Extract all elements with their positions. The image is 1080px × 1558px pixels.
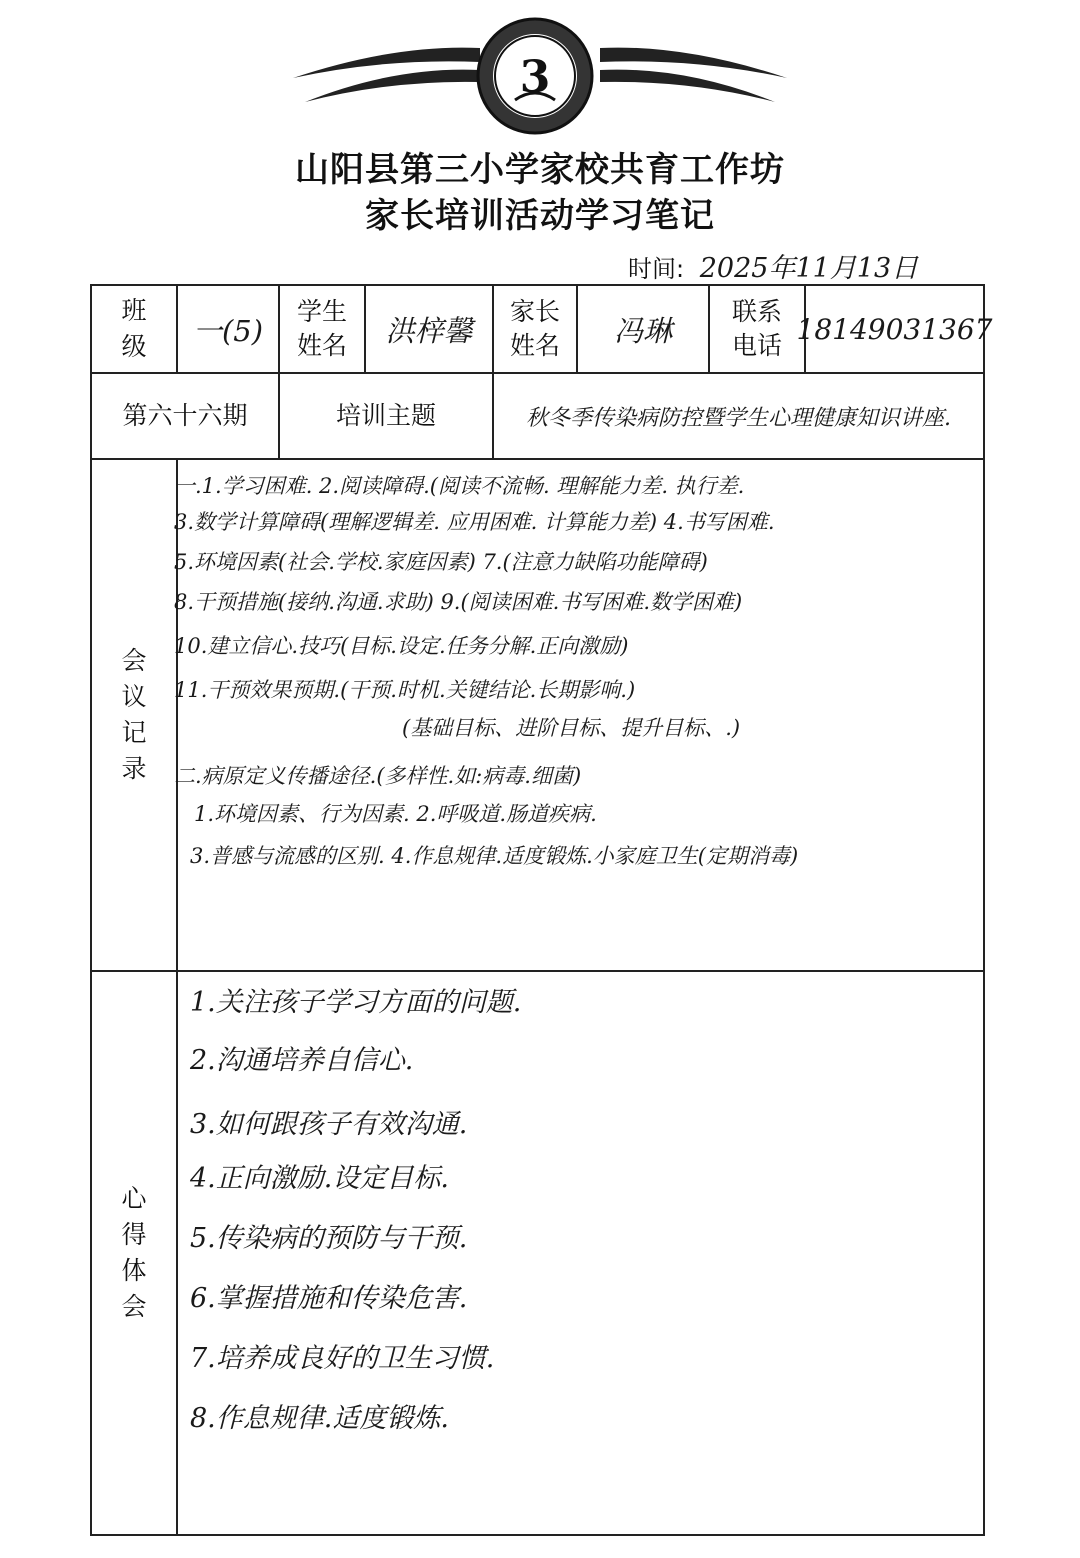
class-value-cell	[178, 286, 278, 372]
class-label: 班级	[121, 296, 147, 361]
student-label: 学生姓名	[296, 297, 347, 360]
row-divider-3	[92, 970, 983, 972]
row-divider-2	[92, 458, 983, 460]
record-line: 1.环境因素、行为因素. 2.呼吸道.肠道疾病.	[194, 802, 597, 826]
class-value: 一(5)	[192, 313, 264, 348]
record-line: (基础目标、进阶目标、提升目标、.)	[402, 716, 741, 740]
school-seal-logo	[475, 16, 595, 136]
parent-label-cell	[494, 286, 576, 372]
parent-label: 家长姓名	[509, 297, 560, 360]
phone-value: 18149031367	[796, 312, 993, 346]
insight-line: 7.培养成良好的卫生习惯.	[190, 1343, 495, 1374]
phone-label: 联系电话	[731, 297, 782, 360]
record-line: 二.病原定义传播途径.(多样性.如:病毒.细菌)	[174, 764, 582, 788]
parent-value-cell	[578, 286, 708, 372]
record-line: 10.建立信心.技巧(目标.设定.任务分解.正向激励)	[174, 634, 629, 658]
parent-name-value: 冯琳	[613, 313, 672, 348]
topic-value: 秋冬季传染病防控暨学生心理健康知识讲座.	[526, 405, 951, 431]
student-value-cell	[366, 286, 492, 372]
topic-label-cell	[280, 374, 492, 458]
page-title-line1: 山阳县第三小学家校共育工作坊	[295, 150, 785, 190]
insights-label-cell	[92, 972, 176, 1534]
decorative-swoosh-left	[285, 40, 485, 110]
notes-form-table	[90, 284, 993, 1536]
date-row	[628, 246, 918, 285]
col-divider	[176, 458, 178, 1534]
session-number: 第六十六期	[122, 401, 248, 430]
student-name-value: 洪梓馨	[385, 313, 473, 348]
insight-line: 6.掌握措施和传染危害.	[190, 1283, 468, 1314]
record-label: 会议记录	[121, 646, 147, 783]
class-label-cell	[92, 286, 176, 372]
insight-line: 1.关注孩子学习方面的问题.	[190, 987, 522, 1018]
phone-value-cell	[796, 286, 993, 372]
insight-line: 5.传染病的预防与干预.	[190, 1223, 468, 1254]
record-line: 11.干预效果预期.(干预.时机.关键结论.长期影响.)	[174, 678, 636, 702]
record-line: 3.数学计算障碍(理解逻辑差. 应用困难. 计算能力差) 4.书写困难.	[174, 510, 775, 534]
record-label-cell	[92, 460, 176, 970]
record-line: 8.干预措施(接纳.沟通.求助) 9.(阅读困难.书写困难.数学困难)	[174, 590, 743, 614]
page-title-line2: 家长培训活动学习笔记	[365, 196, 715, 236]
svg-text:3: 3	[519, 52, 551, 103]
topic-label: 培训主题	[335, 401, 436, 430]
student-label-cell	[280, 286, 364, 372]
phone-label-cell	[710, 286, 804, 372]
topic-value-cell	[494, 374, 983, 458]
decorative-swoosh-right	[595, 40, 795, 110]
insight-line: 4.正向激励.设定目标.	[190, 1163, 449, 1194]
record-line: 一.1.学习困难. 2.阅读障碍.(阅读不流畅. 理解能力差. 执行差.	[174, 474, 745, 498]
record-line: 5.环境因素(社会.学校.家庭因素) 7.(注意力缺陷功能障碍)	[174, 550, 708, 574]
session-cell	[92, 374, 278, 458]
date-value: 2025年11月13日	[699, 253, 919, 284]
date-label: 时间:	[628, 255, 685, 283]
insights-label: 心得体会	[121, 1184, 147, 1321]
insight-line: 3.如何跟孩子有效沟通.	[190, 1109, 468, 1140]
record-line: 3.普感与流感的区别. 4.作息规律.适度锻炼.小家庭卫生(定期消毒)	[190, 844, 799, 868]
insight-line: 2.沟通培养自信心.	[190, 1045, 414, 1076]
insight-line: 8.作息规律.适度锻炼.	[190, 1403, 449, 1434]
